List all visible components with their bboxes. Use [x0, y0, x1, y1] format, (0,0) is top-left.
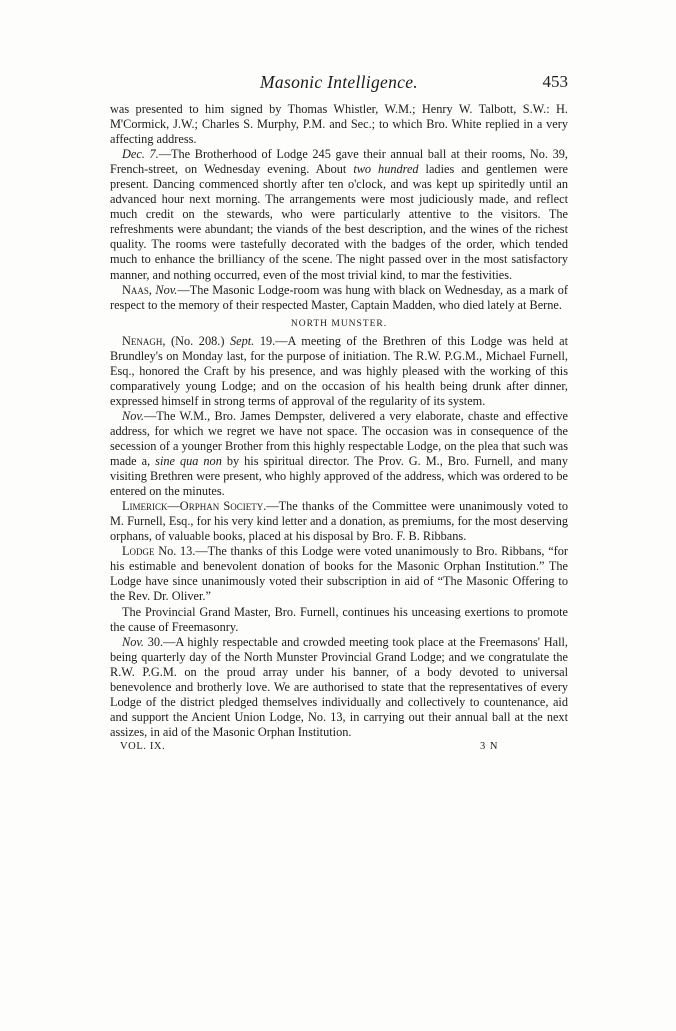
page-footer: [110, 741, 568, 757]
section-heading: NORTH MUNSTER.: [290, 318, 388, 329]
paragraph: [110, 605, 568, 635]
article-section-leinster: [110, 102, 568, 313]
body-text: [110, 102, 568, 740]
paragraph: [110, 635, 568, 740]
text-run: No. 13.—The thanks of this Lodge were voted unanimously to Bro. Ribbans, “for his estimable and benevolent donation of books for the Masonic Orphan Institution.” The Lodge have since unanimously voted their subscription in aid of “The Masonic Offering to the Rev. Dr. Oliver.”: [110, 544, 568, 604]
signature-mark: 3 N: [480, 740, 499, 752]
running-title: Masonic Intelligence.: [260, 72, 418, 92]
article-section-north-munster: [110, 334, 568, 740]
text-run: ladies and gentlemen were present. Dancing commenced shortly after ten o'clock, and was kept up spiritedly until an advanced hour next morning. The arrangements were most judiciously made, and reflect much credit on the stewards, who were particularly attentive to the visitors. The refreshments were abundant; the viands of the best description, and the wines of the richest quality. The rooms were tastefully decorated with the badges of the order, which tended much to enhance the brilliancy of the scene. The night passed over in the most satisfactory manner, and nothing occurred, even of the most trivial kind, to mar the festivities.: [110, 162, 568, 282]
text-run: was presented to him signed by Thomas Whistler, W.M.; Henry W. Talbott, S.W.: H. M'Cormick, J.W.; Charles S. Murphy, P.M. and Sec.; to which Bro. White replied in a very affecting address.: [110, 102, 568, 147]
volume-label: VOL. IX.: [120, 740, 166, 752]
text-run: The Provincial Grand Master, Bro. Furnell, continues his unceasing exertions to promote the cause of Freemasonry.: [110, 604, 568, 634]
page-header: [110, 72, 568, 102]
page-number: 453: [542, 72, 568, 91]
paragraph: [110, 499, 568, 544]
styled-text-run: Dec. 7.: [122, 147, 159, 162]
styled-text-run: Sept.: [230, 333, 255, 348]
text-run: 30.—A highly respectable and crowded meeting took place at the Freemasons' Hall, being quarterly day of the North Munster Provincial Grand Lodge; and we congratulate the R.W. P.G.M. on the proud array under his banner, of a body devoted to universal benevolence and brotherly love. We are authorised to state that the representatives of every Lodge of the district pledged themselves individually and collectively to countenance, aid and support the Ancient Union Lodge, No. 13, in carrying out their annual ball at the next assizes, in aid of the Masonic Orphan Institution.: [110, 634, 568, 739]
paragraph: [110, 102, 568, 147]
text-run: —The Masonic Lodge-room was hung with black on Wednesday, as a mark of respect to the memory of their respected Master, Captain Madden, who died lately at Berne.: [110, 282, 568, 312]
styled-text-run: Nov.: [122, 408, 144, 423]
text-run: —The Brotherhood of Lodge 245 gave their annual ball at their rooms, No. 39, French-street, on Wednesday evening. About: [110, 147, 569, 177]
text-run: (No. 208.): [165, 333, 231, 348]
text-run: 19.—A meeting of the Brethren of this Lodge was held at Brundley's on Monday last, for the purpose of initiation. The R.W. P.G.M., Michael Furnell, Esq., honored the Craft by his presence, and was highly pleased with the working of this comparatively young Lodge; and on the occasion of his health being drunk after dinner, expressed himself in strong terms of approval of the regularity of its system.: [110, 333, 568, 408]
text-run: —The W.M., Bro. James Dempster, delivered a very elaborate, chaste and effective address, for which we regret we have not space. The occasion was in consequence of the secession of a younger Brother from this highly respectable Lodge, on the plea that such was made a,: [110, 408, 568, 469]
paragraph: [110, 147, 568, 282]
text-run: by his spiritual director. The Prov. G. M., Bro. Furnell, and many visiting Brethren were present, who highly approved of the address, which was ordered to be entered on the minutes.: [110, 454, 568, 499]
paragraph: [110, 409, 568, 499]
styled-text-run: Nov.: [122, 634, 144, 649]
styled-text-run: Naas,: [122, 282, 152, 297]
styled-text-run: Limerick—Orphan Society.: [122, 499, 267, 514]
text-run: —The thanks of the Committee were unanimously voted to M. Furnell, Esq., for his very kind letter and a donation, as premiums, for the most deserving orphans, of valuable books, placed at his disposal by Bro. F. B. Ribbans.: [110, 499, 568, 544]
paragraph: [110, 334, 568, 409]
styled-text-run: Lodge: [122, 544, 155, 559]
document-page: [110, 72, 568, 757]
styled-text-run: sine qua non: [155, 454, 222, 469]
paragraph: [110, 544, 568, 604]
styled-text-run: Nov.: [155, 282, 178, 297]
styled-text-run: Nenagh,: [122, 333, 166, 348]
styled-text-run: two hundred: [353, 162, 419, 177]
paragraph: [110, 283, 568, 313]
